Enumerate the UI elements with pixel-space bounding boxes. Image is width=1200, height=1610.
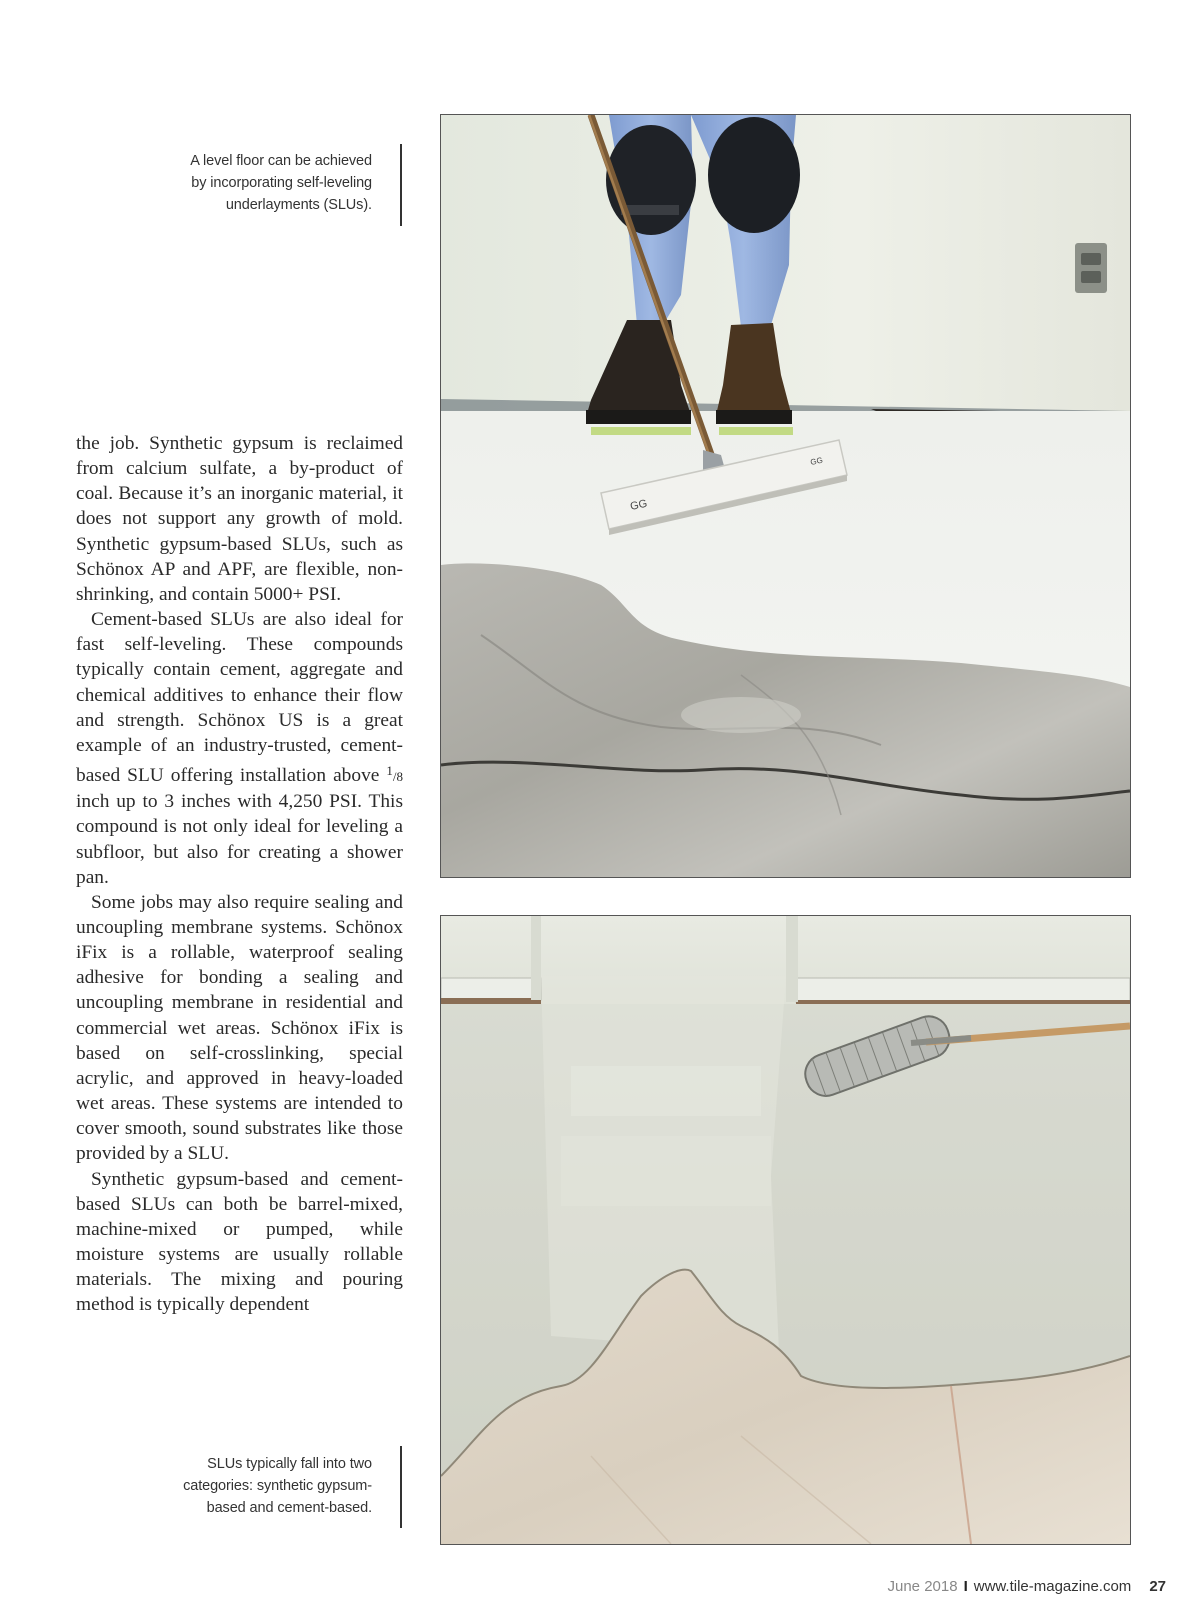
article-body [76,431,403,1317]
caption-rule [400,144,402,226]
paragraph: Some jobs may also require sealing and uncoupling membrane systems. Schönox iFix is a rollable, waterproof sealing adhesive for bonding a sealing and uncoupling membrane in residential and commercial wet areas. Schönox iFix is based on self-crosslinking, special acrylic, and approved in heavy-loaded wet areas. These systems are intended to cover smooth, sound substrates like those provided by a SLU. [76,891,403,1165]
photo-squeegee-worker [440,114,1131,878]
paragraph: the job. Synthetic gypsum is reclaimed from calcium sulfate, a by-product of coal. Because it’s an inorganic material, it does not support any growth of mold. Synthetic gypsum-based SLUs, such as Schönox AP and APF, are flexible, non-shrinking, and contain 5000+ PSI. [76,433,403,605]
photo-roller-floor [440,915,1131,1545]
page-footer [888,1578,1167,1595]
caption-line: SLUs typically fall into two [207,1456,372,1472]
caption-line: based and cement-based. [206,1500,372,1516]
page-number: 27 [1149,1578,1166,1595]
issue-date: June 2018 [887,1578,958,1595]
paragraph-text: inch up to 3 inches with 4,250 PSI. This compound is not only ideal for leveling a subfloor, but also for creating a shower pan. [76,791,403,888]
paragraph [76,607,403,890]
caption-line: categories: synthetic gypsum- [183,1478,372,1494]
paragraph: Synthetic gypsum-based and cement-based SLUs can both be barrel-mixed, machine-mixed or pumped, while moisture systems are usually rollable materials. The mixing and pouring method is typically dependent [76,1168,403,1316]
svg-text:GG: GG [629,497,649,513]
caption-bottom [112,1453,372,1519]
fraction-numerator: 1 [386,763,393,779]
caption-line: by incorporating self-leveling [191,175,372,191]
caption-top [112,150,372,216]
website-link[interactable]: www.tile-magazine.com [973,1578,1132,1595]
caption-line: underlayments (SLUs). [225,197,372,213]
fraction-denominator: /8 [392,769,403,785]
svg-text:GG: GG [809,455,824,467]
caption-line: A level floor can be achieved [190,153,372,169]
footer-separator: I [963,1578,968,1595]
caption-rule [400,1446,402,1528]
paragraph-text: Cement-based SLUs are also ideal for fast self-leveling. These compounds typically contain cement, aggregate and chemical additives to enhance their flow and strength. Schönox US is a great example of an industry-trusted, cement-based SLU offering installation above [76,609,403,787]
